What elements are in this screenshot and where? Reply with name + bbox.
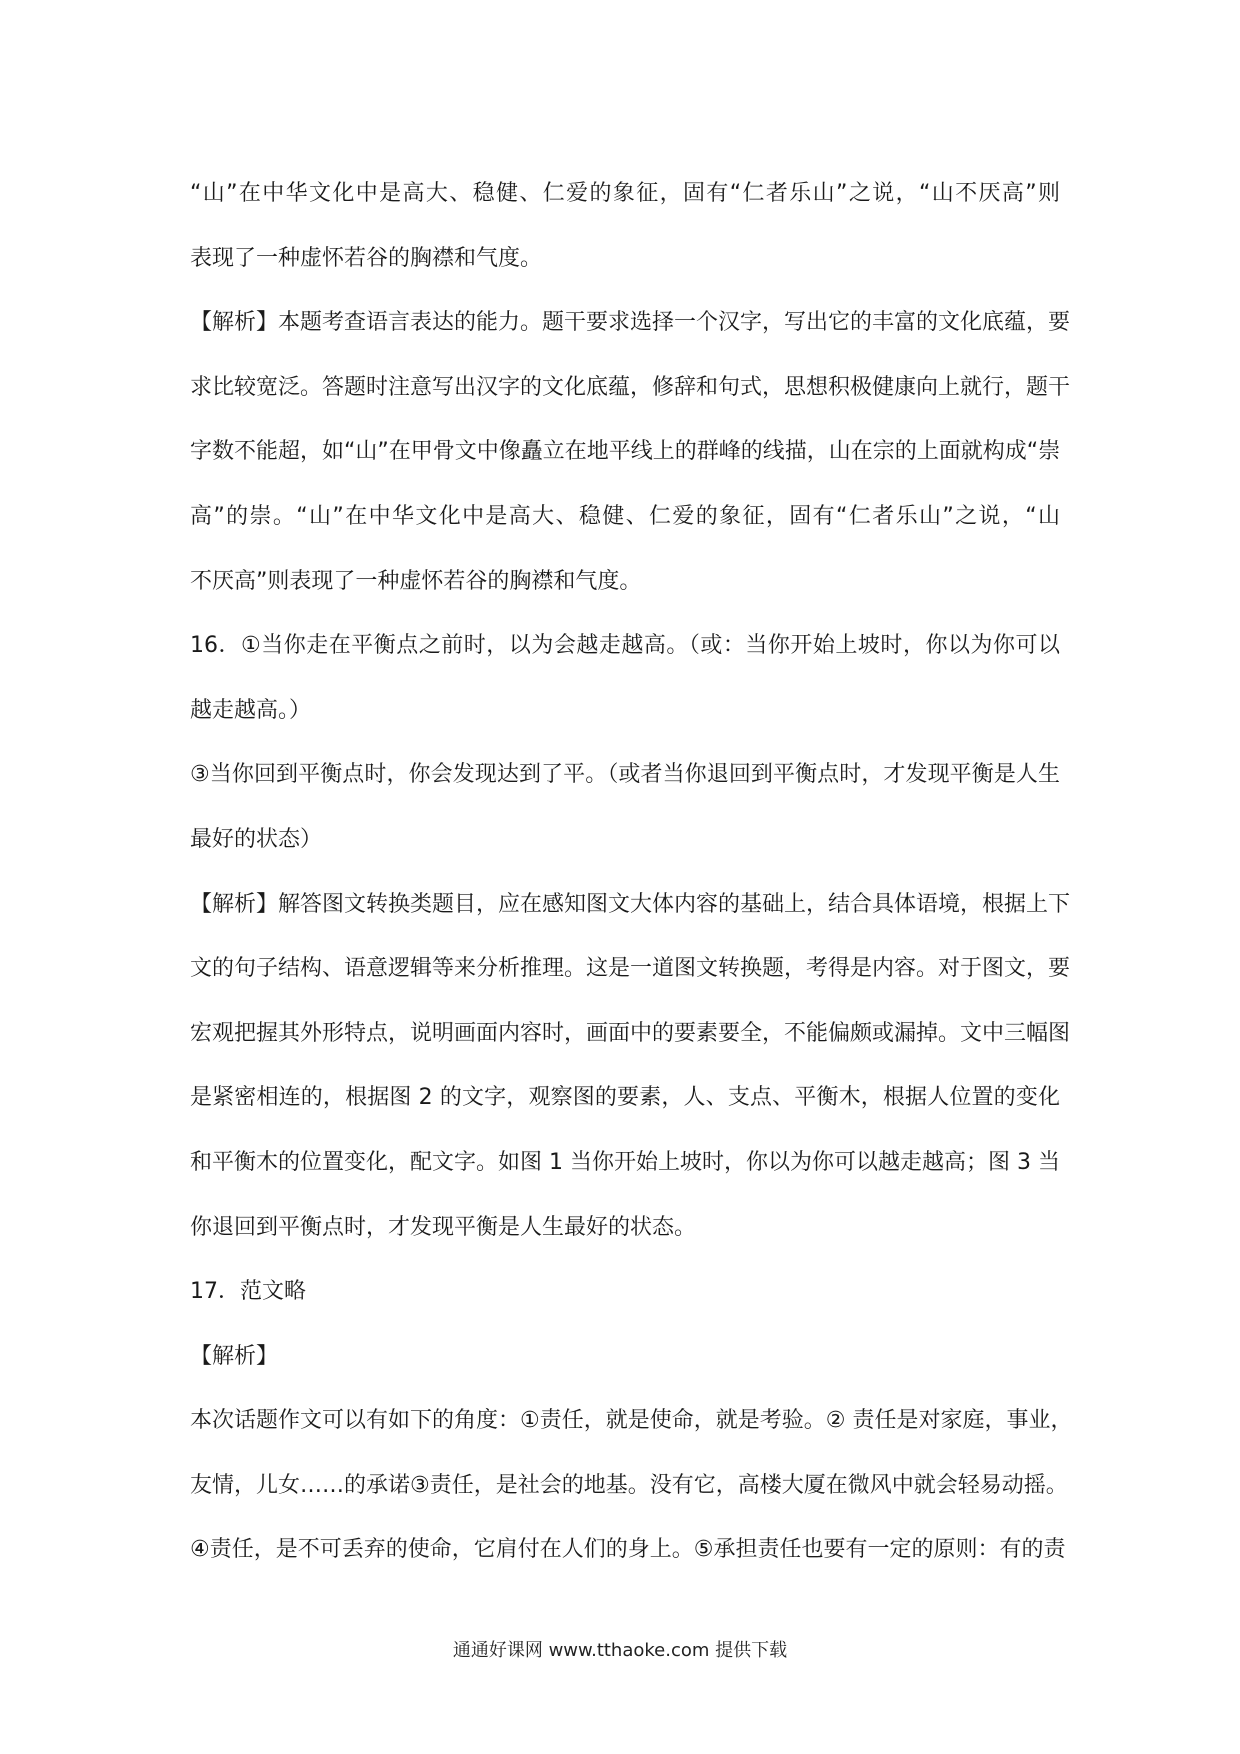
text-line: 求比较宽泛。答题时注意写出汉字的文化底蕴，修辞和句式，思想积极健康向上就行，题干 (190, 374, 1071, 400)
text-line: 高”的崇。“山”在中华文化中是高大、稳健、仁爱的象征，固有“仁者乐山”之说，“山 (190, 503, 1060, 529)
text-line: 字数不能超，如“山”在甲骨文中像矗立在地平线上的群峰的线描，山在宗的上面就构成“崇 (190, 439, 1061, 465)
text-line: 不厌高”则表现了一种虚怀若谷的胸襟和气度。 (190, 568, 642, 594)
text-line: 是紧密相连的，根据图 2 的文字，观察图的要素，人、支点、平衡木，根据人位置的变化 (190, 1085, 1060, 1111)
text-line: 宏观把握其外形特点，说明画面内容时，画面中的要素要全，不能偏颇或漏掉。文中三幅图 (190, 1020, 1071, 1046)
document-body (190, 162, 1073, 1583)
text-line: 和平衡木的位置变化，配文字。如图 1 当你开始上坡时，你以为你可以越走越高；图 3 当 (190, 1149, 1060, 1175)
text-line: “山”在中华文化中是高大、稳健、仁爱的象征，固有“仁者乐山”之说，“山不厌高”则 (190, 181, 1060, 206)
text-line: 表现了一种虚怀若谷的胸襟和气度。 (190, 245, 543, 271)
text-line: 越走越高。） (190, 697, 312, 723)
page-footer: 通通好课网 www.tthaoke.com 提供下载 (452, 1640, 788, 1661)
question-16-answer: 16．①当你走在平衡点之前时，以为会越走越高。（或：当你开始上坡时，你以为你可以 (190, 633, 1060, 659)
text-line: 【解析】解答图文转换类题目，应在感知图文大体内容的基础上，结合具体语境，根据上下 (190, 891, 1071, 917)
text-line: 你退回到平衡点时，才发现平衡是人生最好的状态。 (190, 1214, 697, 1240)
text-line: ④责任，是不可丢弃的使命，它肩付在人们的身上。⑤承担责任也要有一定的原则：有的责 (190, 1537, 1066, 1563)
text-line: 最好的状态） (190, 826, 323, 852)
question-17-answer: 17．范文略 (190, 1279, 306, 1305)
text-line: 【解析】 (190, 1343, 279, 1369)
text-line: 友情，儿女……的承诺③责任，是社会的地基。没有它，高楼大厦在微风中就会轻易动摇。 (190, 1472, 1068, 1498)
text-line: 文的句子结构、语意逻辑等来分析推理。这是一道图文转换题，考得是内容。对于图文，要 (190, 956, 1071, 982)
text-line: 【解析】本题考查语言表达的能力。题干要求选择一个汉字，写出它的丰富的文化底蕴，要 (190, 310, 1071, 336)
text-line: ③当你回到平衡点时，你会发现达到了平。（或者当你退回到平衡点时，才发现平衡是人生 (190, 762, 1060, 788)
text-line: 本次话题作文可以有如下的角度：①责任，就是使命，就是考验。② 责任是对家庭，事业， (190, 1408, 1073, 1434)
